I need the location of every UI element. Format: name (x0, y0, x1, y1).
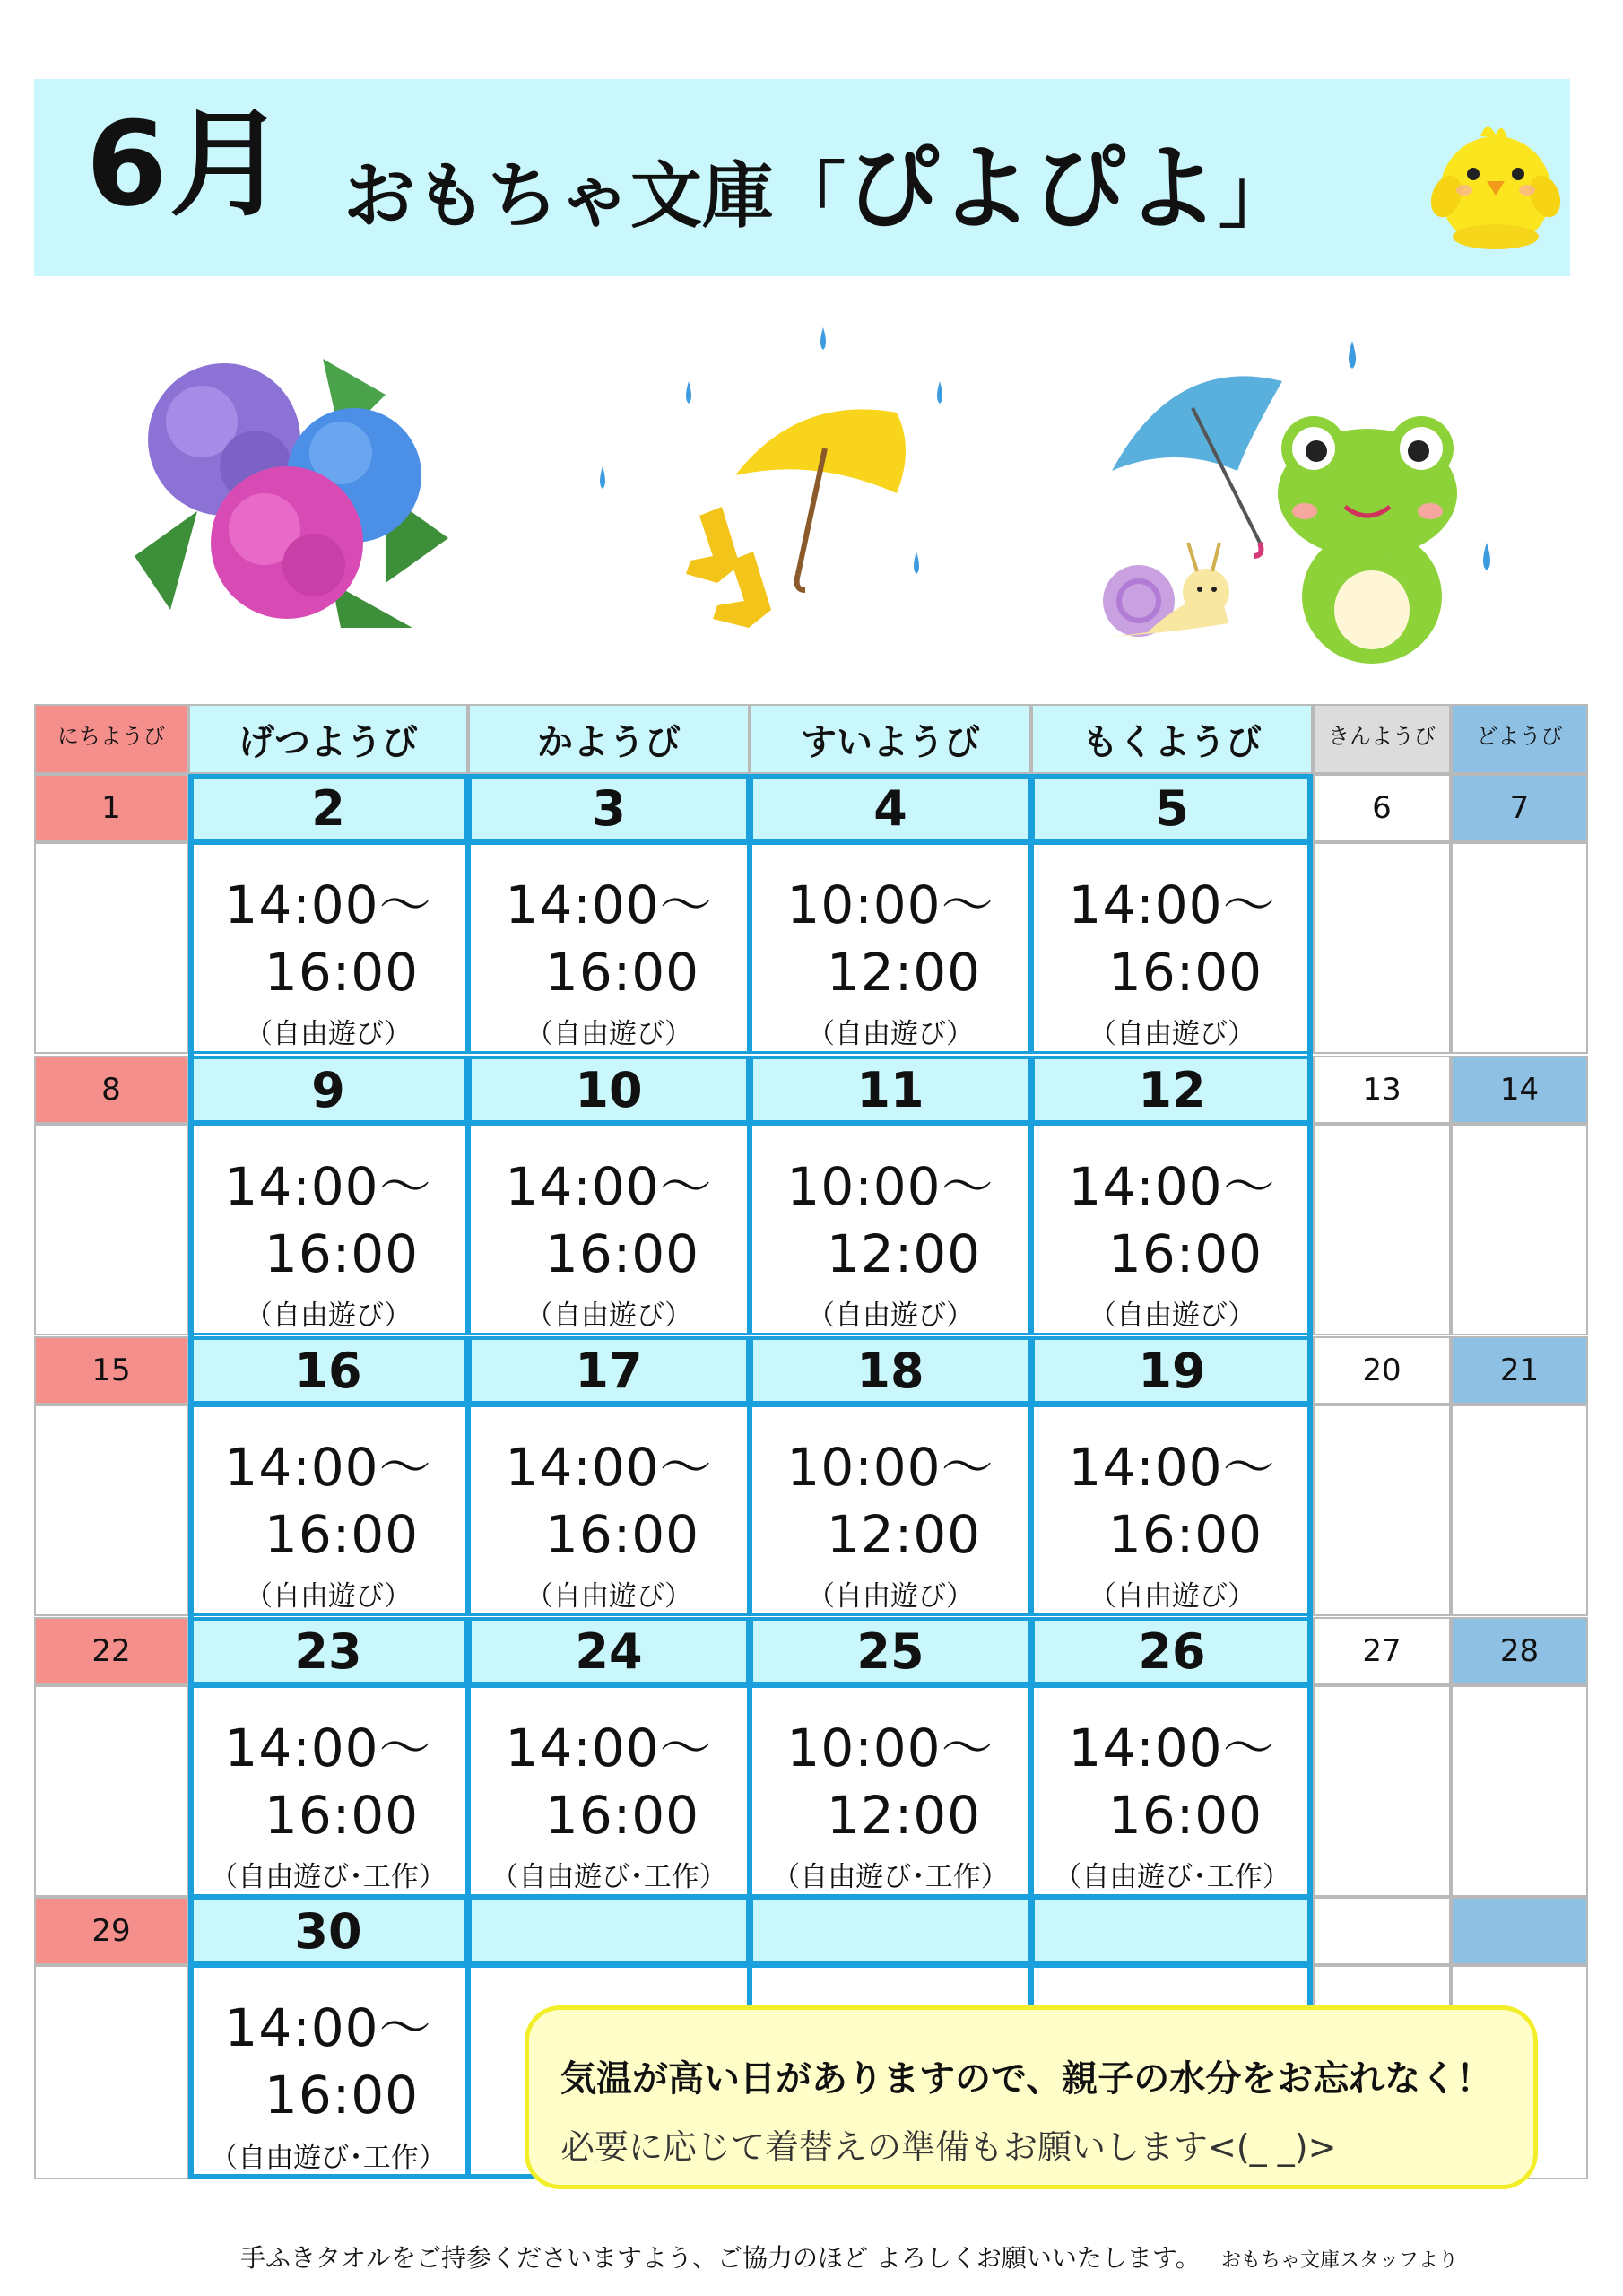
end-time: 16:00 (1107, 1785, 1263, 1846)
month-label: 6月 (86, 96, 288, 232)
end-time: 16:00 (1107, 942, 1263, 1003)
activity-note: （自由遊び） (1089, 1580, 1255, 1613)
date-cell: 15 (34, 1336, 188, 1405)
date-cell: 17 (468, 1336, 750, 1405)
start-time: 10:00〜 (786, 1718, 994, 1779)
activity-note: （自由遊び） (807, 1300, 974, 1332)
open-days-frame (188, 774, 1313, 2179)
date-cell: 8 (34, 1056, 188, 1124)
activity-note: （自由遊び） (525, 1300, 692, 1332)
empty-cell (34, 1124, 188, 1335)
end-time: 16:00 (544, 1223, 700, 1284)
date-cell: 12 (1031, 1056, 1313, 1124)
header-tuesday: かようび (468, 704, 750, 774)
end-time: 12:00 (826, 1504, 982, 1565)
header-banner (34, 79, 1570, 276)
activity-note: （自由遊び） (245, 1580, 412, 1613)
start-time: 14:00〜 (224, 874, 432, 935)
start-time: 14:00〜 (1068, 1718, 1276, 1779)
empty-cell (1451, 1405, 1588, 1616)
activity-note: （自由遊び） (245, 1300, 412, 1332)
date-cell: 16 (188, 1336, 468, 1405)
activity-note: （自由遊び） (807, 1018, 974, 1050)
activity-note: （自由遊び） (807, 1580, 974, 1613)
end-time: 16:00 (264, 1223, 420, 1284)
date-cell: 2 (188, 774, 468, 842)
date-cell: 6 (1313, 774, 1451, 842)
date-cell: 26 (1031, 1617, 1313, 1685)
start-time: 14:00〜 (224, 1437, 432, 1498)
date-cell: 30 (188, 1897, 468, 1965)
header-saturday: どようび (1451, 704, 1588, 774)
page-title (343, 134, 1291, 243)
end-time: 16:00 (1107, 1504, 1263, 1565)
activity-note: （自由遊び･工作） (210, 2142, 447, 2174)
end-time: 12:00 (826, 942, 982, 1003)
footer-message: 手ふきタオルをご持参くださいますよう、ご協力のほど よろしくお願いいたします。 (240, 2243, 1201, 2273)
rain-umbrella-boots-icon (592, 323, 950, 646)
date-cell: 3 (468, 774, 750, 842)
header-friday: きんようび (1313, 704, 1451, 774)
activity-note: （自由遊び･工作） (772, 1861, 1009, 1893)
date-cell: 13 (1313, 1056, 1451, 1124)
date-cell: 4 (750, 774, 1031, 842)
date-cell: 7 (1451, 774, 1588, 842)
activity-note: （自由遊び･工作） (490, 1861, 727, 1893)
empty-cell (1313, 842, 1451, 1054)
date-cell: 22 (34, 1617, 188, 1685)
date-cell: 21 (1451, 1336, 1588, 1405)
date-cell: 14 (1451, 1056, 1588, 1124)
date-cell: 27 (1313, 1617, 1451, 1685)
start-time: 14:00〜 (224, 1156, 432, 1217)
activity-note: （自由遊び） (525, 1580, 692, 1613)
calendar-grid (34, 704, 1588, 2179)
start-time: 14:00〜 (224, 1718, 432, 1779)
end-time: 16:00 (544, 942, 700, 1003)
end-time: 16:00 (264, 2065, 420, 2126)
activity-note: （自由遊び･工作） (210, 1861, 447, 1893)
hydrangea-icon (117, 341, 457, 637)
header-sunday: にちようび (34, 704, 188, 774)
end-time: 16:00 (264, 942, 420, 1003)
empty-cell (34, 842, 188, 1054)
notice-line-2: 必要に応じて着替えの準備もお願いします<(_ _)> (560, 2127, 1337, 2167)
date-cell: 29 (34, 1897, 188, 1965)
empty-cell (34, 1685, 188, 1897)
date-cell (1451, 1897, 1588, 1965)
frog-umbrella-snail-icon (1103, 336, 1497, 668)
header-thursday: もくようび (1031, 704, 1313, 774)
end-time: 16:00 (544, 1785, 700, 1846)
date-cell: 28 (1451, 1617, 1588, 1685)
end-time: 12:00 (826, 1785, 982, 1846)
end-time: 16:00 (264, 1785, 420, 1846)
title-name: ぴよぴよ (846, 134, 1219, 243)
date-cell: 9 (188, 1056, 468, 1124)
end-time: 12:00 (826, 1223, 982, 1284)
start-time: 10:00〜 (786, 1156, 994, 1217)
start-time: 10:00〜 (786, 874, 994, 935)
date-cell: 20 (1313, 1336, 1451, 1405)
empty-cell (1451, 842, 1588, 1054)
date-cell (1313, 1897, 1451, 1965)
date-cell: 25 (750, 1617, 1031, 1685)
date-cell: 11 (750, 1056, 1031, 1124)
start-time: 14:00〜 (505, 874, 713, 935)
activity-note: （自由遊び） (1089, 1300, 1255, 1332)
date-cell: 19 (1031, 1336, 1313, 1405)
empty-cell (1451, 1124, 1588, 1335)
date-cell: 10 (468, 1056, 750, 1124)
notice-line-1: 気温が高い日がありますので、親子の水分をお忘れなく！ (560, 2058, 1493, 2100)
date-cell: 23 (188, 1617, 468, 1685)
date-cell: 5 (1031, 774, 1313, 842)
start-time: 14:00〜 (224, 1997, 432, 2058)
end-time: 16:00 (1107, 1223, 1263, 1284)
empty-cell (34, 1405, 188, 1616)
empty-cell (1313, 1124, 1451, 1335)
start-time: 14:00〜 (505, 1718, 713, 1779)
activity-note: （自由遊び） (525, 1018, 692, 1050)
header-monday: げつようび (188, 704, 468, 774)
footer-signature: おもちゃ文庫スタッフより (1221, 2249, 1459, 2272)
empty-cell (1451, 1685, 1588, 1897)
start-time: 10:00〜 (786, 1437, 994, 1498)
activity-note: （自由遊び） (245, 1018, 412, 1050)
title-prefix: おもちゃ文庫「 (343, 154, 846, 238)
date-cell: 24 (468, 1617, 750, 1685)
header-wednesday: すいようび (750, 704, 1031, 774)
start-time: 14:00〜 (1068, 1437, 1276, 1498)
activity-note: （自由遊び･工作） (1054, 1861, 1290, 1893)
notice-box (525, 2005, 1538, 2189)
start-time: 14:00〜 (505, 1156, 713, 1217)
end-time: 16:00 (544, 1504, 700, 1565)
start-time: 14:00〜 (505, 1437, 713, 1498)
end-time: 16:00 (264, 1504, 420, 1565)
empty-cell (1313, 1405, 1451, 1616)
date-cell: 18 (750, 1336, 1031, 1405)
title-suffix: 」 (1219, 154, 1291, 238)
empty-cell (1313, 1685, 1451, 1897)
start-time: 14:00〜 (1068, 1156, 1276, 1217)
start-time: 14:00〜 (1068, 874, 1276, 935)
empty-cell (34, 1965, 188, 2179)
chick-icon (1419, 102, 1572, 255)
activity-note: （自由遊び） (1089, 1018, 1255, 1050)
date-cell: 1 (34, 774, 188, 842)
